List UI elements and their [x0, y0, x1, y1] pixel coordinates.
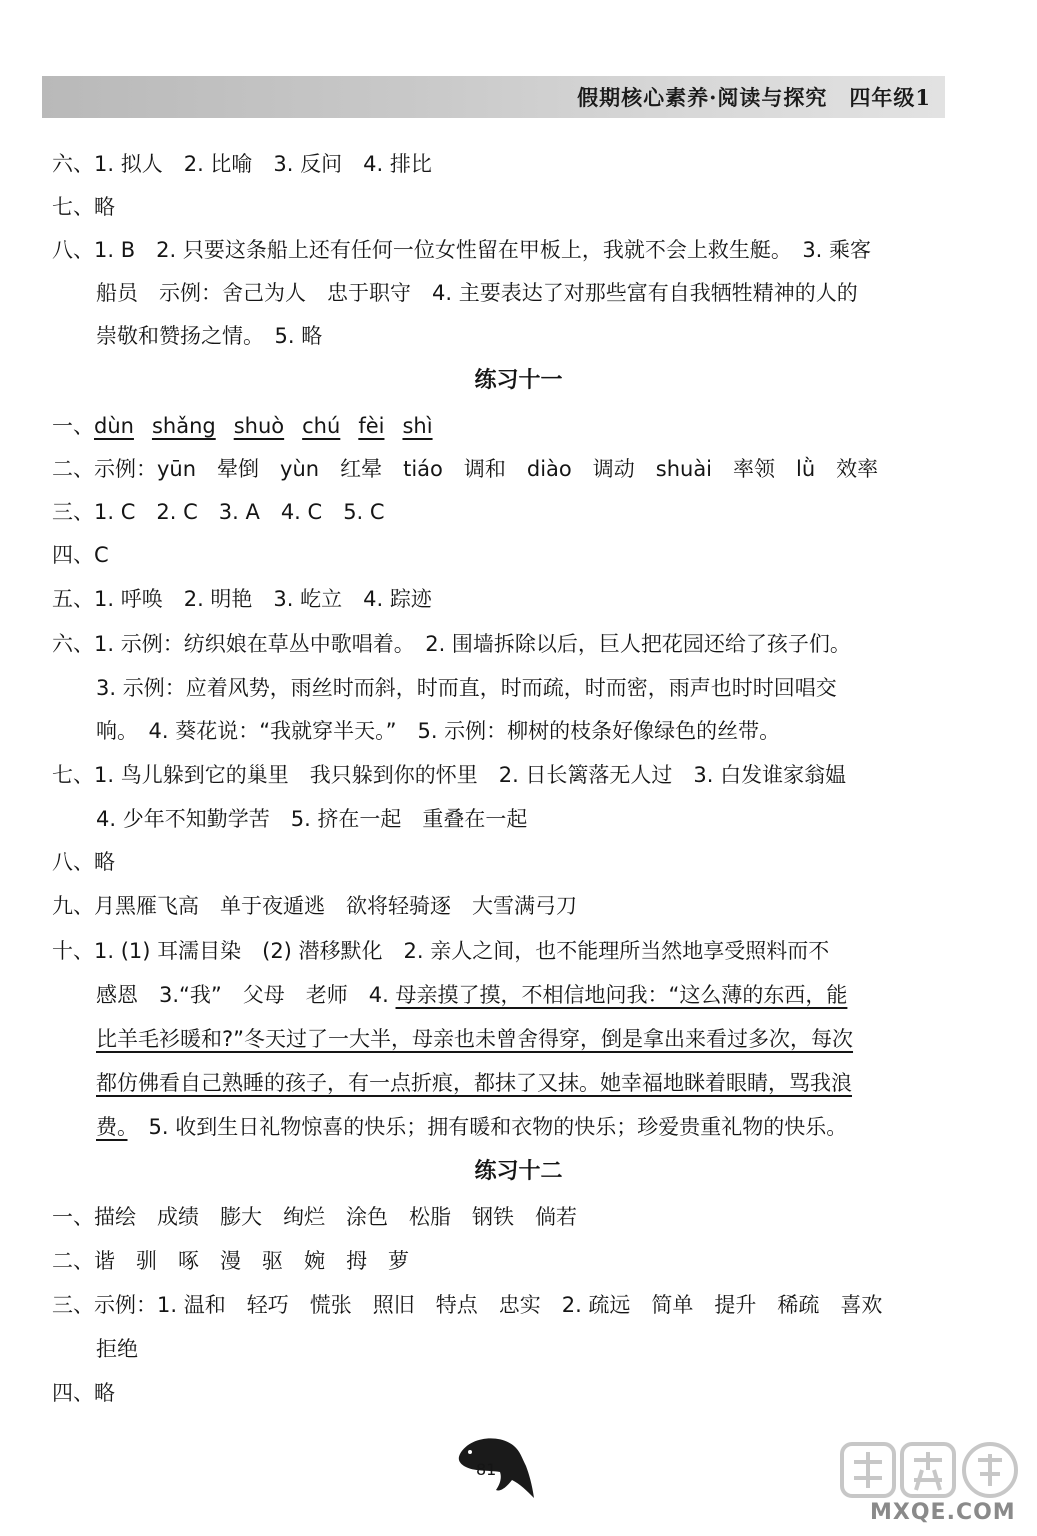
- underlined-line: 都仿佛看自己熟睡的孩子，有一点折痕，都抹了又抹。她幸福地眯着眼睛，骂我浪: [96, 1071, 852, 1095]
- answer-text: 5. 收到生日礼物惊喜的快乐；拥有暖和衣物的快乐；珍爱贵重礼物的快乐。: [127, 1115, 848, 1139]
- pinyin-item: chú: [302, 414, 341, 438]
- answer-line: 十、1. (1) 耳濡目染 (2) 潜移默化 2. 亲人之间，也不能理所当然地享受照料而不: [52, 939, 830, 963]
- pinyin-prefix: 一、: [52, 414, 94, 438]
- answer-line: 六、1. 示例：纺织娘在草丛中歌唱着。 2. 围墙拆除以后，巨人把花园还给了孩子们。: [52, 632, 851, 656]
- pinyin-item: fèi: [358, 414, 385, 438]
- answer-line-6: 六、1. 拟人 2. 比喻 3. 反问 4. 排比: [52, 152, 432, 176]
- answer-line: 3. 示例：应着风势，雨丝时而斜，时而直，时而疏，时而密，雨声也时时回唱交: [96, 676, 837, 700]
- answer-line: 八、略: [52, 850, 115, 874]
- answer-line: 二、示例：yūn 晕倒 yùn 红晕 tiáo 调和 diào 调动 shuài 率领 lǜ 效率: [52, 457, 879, 481]
- underlined-line: 比羊毛衫暖和?”冬天过了一大半，母亲也未曾舍得穿，倒是拿出来看过多次，每次: [96, 1027, 854, 1051]
- watermark-text: MXQE.COM: [870, 1500, 1016, 1525]
- pinyin-item: shuò: [233, 414, 285, 438]
- answer-line: 四、略: [52, 1381, 115, 1405]
- answer-text: 感恩 3.“我” 父母 老师 4.: [96, 983, 396, 1007]
- answer-line: [96, 1113, 847, 1141]
- answer-line-8-cont: 船员 示例：舍己为人 忠于职守 4. 主要表达了对那些富有自我牺牲精神的人的: [96, 281, 858, 305]
- answer-line: 响。 4. 葵花说：“我就穿半天。” 5. 示例：柳树的枝条好像绿色的丝带。: [96, 719, 781, 743]
- section-heading-11: 练习十一: [474, 368, 563, 393]
- header-title: 假期核心素养·阅读与探究 四年级1: [577, 85, 931, 110]
- answer-line-7: 七、略: [52, 195, 115, 219]
- answer-line: 一、描绘 成绩 膨大 绚烂 涂色 松脂 钢铁 倘若: [52, 1205, 577, 1229]
- answer-line: 四、C: [52, 543, 109, 567]
- answer-line: 三、示例：1. 温和 轻巧 慌张 照旧 特点 忠实 2. 疏远 简单 提升 稀疏 喜欢: [52, 1293, 883, 1317]
- answer-line: 拒绝: [96, 1337, 138, 1361]
- pinyin-line: [52, 412, 433, 440]
- pinyin-item: shì: [402, 414, 433, 438]
- answer-line: 4. 少年不知勤学苦 5. 挤在一起 重叠在一起: [96, 807, 528, 831]
- answer-line: 七、1. 鸟儿躲到它的巢里 我只躲到你的怀里 2. 日长篱落无人过 3. 白发谁家翁媪: [52, 763, 847, 787]
- answer-line: [96, 981, 847, 1009]
- answer-line: 二、谐 驯 啄 漫 驱 婉 拇 萝: [52, 1249, 409, 1273]
- underlined-text: 费。: [96, 1115, 128, 1139]
- answer-line: 三、1. C 2. C 3. A 4. C 5. C: [52, 500, 385, 524]
- underlined-text: 母亲摸了摸，不相信地问我：“这么薄的东西，能: [395, 983, 848, 1007]
- answer-line-8-cont2: 崇敬和赞扬之情。 5. 略: [96, 324, 323, 348]
- answer-line-8: 八、1. B 2. 只要这条船上还有任何一位女性留在甲板上，我就不会上救生艇。 3. 乘客: [52, 238, 872, 262]
- page-number: 81: [476, 1460, 497, 1479]
- answer-line: 五、1. 呼唤 2. 明艳 3. 屹立 4. 踪迹: [52, 587, 432, 611]
- header-bar: [42, 76, 945, 118]
- pinyin-item: dùn: [94, 414, 134, 438]
- pinyin-item: shǎng: [151, 414, 216, 438]
- section-heading-12: 练习十二: [474, 1159, 563, 1184]
- answer-line: 九、月黑雁飞高 单于夜遁逃 欲将轻骑逐 大雪满弓刀: [52, 894, 577, 918]
